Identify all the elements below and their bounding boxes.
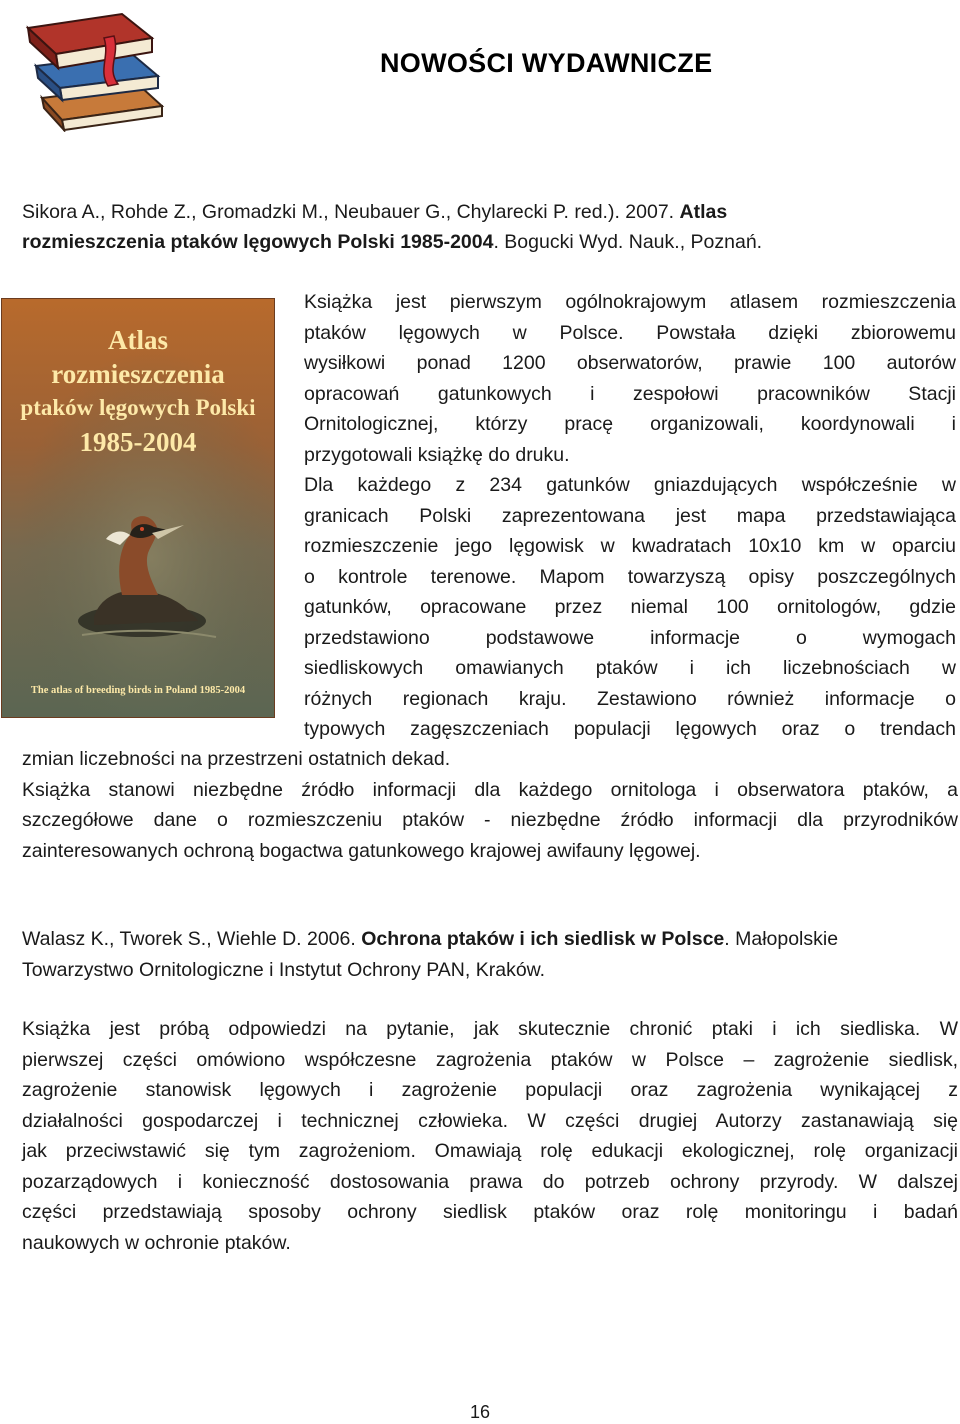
text-line: typowych zagęszczeniach populacji lęgowych oraz o trendach [304,718,956,740]
text-line: gatunków, opracowane przez niemal 100 ornitologów, gdzie [304,596,956,618]
citation-authors: Walasz K., Tworek S., Wiehle D. 2006. [22,928,362,950]
books-stack-icon [22,6,172,132]
cover-title-line-3: ptaków lęgowych Polski [20,395,256,420]
cover-title-line-1: Atlas [108,325,168,355]
text-line: różnych regionach kraju. Zestawiono również informacje o [304,687,956,710]
text-line: ptaków lęgowych w Polsce. Powstała dzięki zbiorowemu [304,321,956,344]
text-line: szczegółowe dane o rozmieszczeniu ptaków - niezbędne źródło informacji dla przyrodników [22,809,958,831]
book1-description [304,287,956,745]
citation-title-part: Atlas [679,201,728,223]
text-line: Książka jest pierwszym ogólnokrajowym atlasem rozmieszczenia [304,291,956,313]
text-line: działalności gospodarczej i technicznej człowieka. W części drugiej Autorzy zastanawiają się [22,1109,958,1132]
citation-title: Ochrona ptaków i ich siedlisk w Polsce [361,928,725,950]
cover-title-line-2: rozmieszczenia [51,359,225,389]
citation-publisher: . Bogucki Wyd. Nauk., Poznań. [493,231,763,253]
citation-publisher: . Małopolskie [724,928,839,950]
text-line: przygotowali książkę do druku. [304,443,570,466]
citation-line: Towarzystwo Ornitologiczne i Instytut Ochrony PAN, Kraków. [22,958,546,981]
book-cover-image [1,298,275,718]
text-line: zainteresowanych ochroną bogactwa gatunkowego krajowej awifauny lęgowej. [22,839,701,862]
text-line: jak przeciwstawić się tym zagrożeniom. Omawiają rolę edukacji ekologicznej, rolę organizacji [22,1140,958,1162]
book1-description-continued [22,744,958,866]
text-line: Książka stanowi niezbędne źródło informacji dla każdego ornitologa i obserwatora ptaków, a [22,778,958,801]
text-line: zmian liczebności na przestrzeni ostatnich dekad. [22,748,451,770]
text-line: naukowych w ochronie ptaków. [22,1231,291,1254]
cover-years: 1985-2004 [79,427,197,457]
book1-citation-line2 [22,227,938,258]
text-line: rozmieszczenie jego lęgowisk w kwadratach 10x10 km w oparciu [304,535,956,557]
text-line: granicach Polski zaprezentowana jest mapa przedstawiająca [304,504,956,527]
text-line: pierwszej części omówiono współczesne zagrożenia ptaków w Polsce – zagrożenie siedlisk, [22,1048,958,1071]
text-line: opracowań gatunkowych i zespołowi pracowników Stacji [304,382,956,405]
text-line: pozarządowych i konieczność dostosowania prawa do potrzeb ochrony przyrody. W dalszej [22,1170,958,1193]
text-line: Dla każdego z 234 gatunków gniazdujących współcześnie w [304,474,956,496]
page-number: 16 [469,1402,491,1422]
text-line: Książka jest próbą odpowiedzi na pytanie, jak skutecznie chronić ptaki i ich siedliska. W [22,1018,958,1040]
citation-line [22,924,958,955]
page-title: NOWOŚCI WYDAWNICZE [380,48,713,78]
book1-citation-line1 [22,197,938,228]
citation-title-part: rozmieszczenia ptaków lęgowych Polski 1985-2004 [22,231,494,253]
text-line: przedstawiono podstawowe informacje o wymogach [304,626,956,649]
text-line: o kontrole terenowe. Mapom towarzyszą opisy poszczególnych [304,565,956,588]
text-line: siedliskowych omawianych ptaków i ich liczebnościach w [304,657,956,679]
book2-citation [22,924,958,985]
cover-subtitle: The atlas of breeding birds in Poland 1985-2004 [30,685,246,696]
book2-description [22,1014,958,1258]
text-line: Ornitologicznej, którzy pracę organizowali, koordynowali i [304,413,956,435]
text-line: wysiłkowi ponad 1200 obserwatorów, prawie 100 autorów [304,352,956,374]
citation-authors: Sikora A., Rohde Z., Gromadzki M., Neubauer G., Chylarecki P. red.). 2007. [22,201,680,223]
text-line: zagrożenie stanowisk lęgowych i zagrożenie populacji oraz zagrożenia wynikającej z [22,1079,958,1101]
text-line: części przedstawiają sposoby ochrony siedlisk ptaków oraz rolę monitoringu i badań [22,1201,958,1223]
